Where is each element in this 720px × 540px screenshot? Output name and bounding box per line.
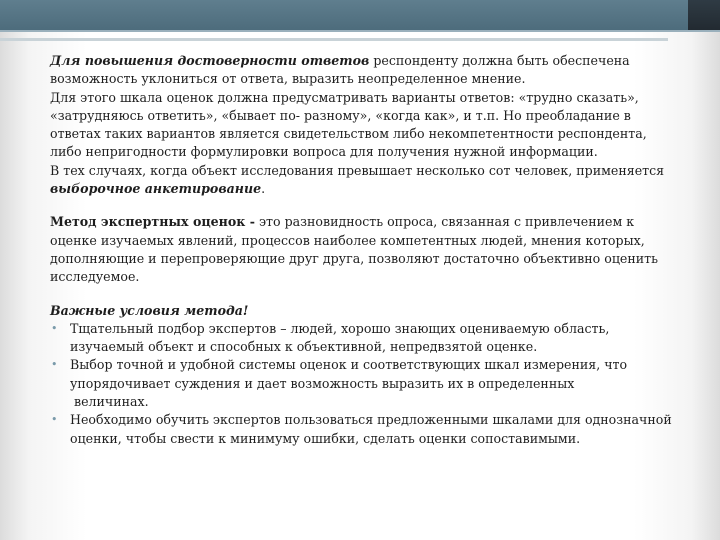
slide-content <box>50 52 676 448</box>
bullet-icon: • <box>51 321 58 335</box>
condition-text-tail: величинах. <box>74 394 149 410</box>
paragraph-sampling-end: . <box>261 181 266 197</box>
header-accent-line <box>0 30 720 32</box>
condition-text: Тщательный подбор экспертов – людей, хорошо знающих оцениваемую область, изучаемый объект и способных к объективной, непредвзятой оценке. <box>70 320 610 355</box>
paragraph-sampling-emphasis: выборочное анкетирование <box>50 181 262 197</box>
condition-item <box>50 320 676 357</box>
paragraph-reliability-lead: Для повышения достоверности ответов <box>50 53 370 68</box>
header-dark-segment <box>688 0 720 30</box>
paragraph-expert-method <box>50 213 676 286</box>
spacer <box>50 198 676 213</box>
paragraph-sampling-text: В тех случаях, когда объект исследования превышает несколько сот человек, применяется <box>50 162 665 178</box>
condition-text: Необходимо обучить экспертов пользоваться предложенными шкалами для однозначной оценки, чтобы свести к минимуму ошибки, сделать оценки сопоставимыми. <box>70 412 672 446</box>
paragraph-scale: Для этого шкала оценок должна предусматривать варианты ответов: «трудно сказать», «затрудняюсь ответить», «бывает по- разному», «когда как», и т.п. Но преобладание в ответах таких вариантов является свидетельством либо некомпетентности респондента, либо непригодности формулировки вопроса для получения нужной информации. <box>50 89 647 160</box>
conditions-list <box>50 320 676 448</box>
paragraph-sampling <box>50 162 676 199</box>
conditions-title: Важные условия метода! <box>50 302 249 318</box>
header-accent-line-secondary <box>0 38 668 41</box>
bullet-icon: • <box>51 358 58 372</box>
condition-text: Выбор точной и удобной системы оценок и соответствующих шкал измерения, что упорядочивает суждения и дает возможность выразить их в определенных <box>70 357 628 391</box>
paragraph-reliability-text: респонденту должна быть обеспечена возможность уклониться от ответа, выразить неопределенное мнение. <box>50 53 630 87</box>
bullet-icon: • <box>51 413 58 427</box>
condition-item <box>50 356 676 411</box>
header-bar <box>0 0 720 30</box>
paragraph-reliability <box>50 52 676 89</box>
spacer <box>50 287 676 302</box>
paragraph-expert-method-lead: Метод экспертных оценок - <box>50 214 255 230</box>
condition-item <box>50 411 676 448</box>
paragraph-expert-method-text: это разновидность опроса, связанная с привлечением к оценке изучаемых явлений, процессов наиболее компетентных людей, мнения которых, дополняющие и перепроверяющие друг друга, позволяют достаточно объективно оценить исследуемое. <box>50 214 658 285</box>
